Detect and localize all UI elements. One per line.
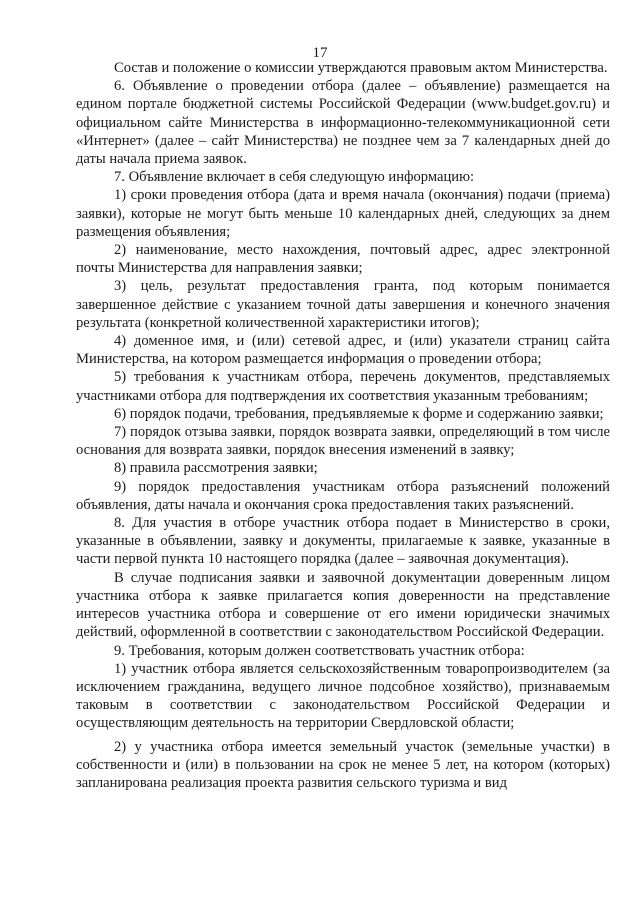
paragraph-item-6: 6. Объявление о проведении отбора (далее – объявление) размещается на едином портале бюджетной системы Российской Федерации (www.budget.gov.ru) и официальном сайте Министерства в информационно-телекоммуникационной сети «Интернет» (далее – сайт Министерства) не позднее чем за 7 календарных дней до даты начала приема заявок. (76, 78, 610, 168)
paragraph-item-8: 8. Для участия в отборе участник отбора подает в Министерство в сроки, указанные в объявлении, заявку и документы, прилагаемые к заявке, указанные в части первой пункта 10 настоящего порядка (далее – заявочная документация). (76, 515, 610, 568)
paragraph-item-7: 7. Объявление включает в себя следующую информацию: (114, 169, 475, 186)
list-item-7-1: 1) сроки проведения отбора (дата и время начала (окончания) подачи (приема) заявки), которые не могут быть меньше 10 календарных дней, следующих за днем размещения объявления; (76, 187, 610, 240)
list-item-7-4: 4) доменное имя, и (или) сетевой адрес, и (или) указатели страниц сайта Министерства, на котором размещается информация о проведении отбора; (76, 333, 610, 368)
list-item-7-2: 2) наименование, место нахождения, почтовый адрес, адрес электронной почты Министерства для направления заявки; (76, 242, 610, 277)
list-item-7-3: 3) цель, результат предоставления гранта, под которым понимается завершенное действие с указанием точной даты завершения и конечного значения результата (конкретной количественной характеристики итогов); (76, 278, 610, 331)
list-item-9-2: 2) у участника отбора имеется земельный участок (земельные участки) в собственности и (или) в пользовании на срок не менее 5 лет, на котором (которых) запланирована реализация проекта развития сельского туризма и вид (76, 738, 610, 791)
paragraph-item-9: 9. Требования, которым должен соответствовать участник отбора: (114, 642, 525, 659)
list-item-7-7: 7) порядок отзыва заявки, порядок возврата заявки, определяющий в том числе основания для возврата заявки, порядок внесения изменений в заявку; (76, 424, 610, 459)
list-item-7-5: 5) требования к участникам отбора, перечень документов, представляемых участниками отбора для подтверждения их соответствия указанным требованиям; (76, 369, 610, 404)
paragraph-commission: Состав и положение о комиссии утверждаются правовым актом Министерства. (114, 60, 608, 76)
list-item-7-6: 6) порядок подачи, требования, предъявляемые к форме и содержанию заявки; (114, 405, 604, 422)
page-number: 17 (312, 45, 328, 61)
list-item-7-8: 8) правила рассмотрения заявки; (114, 460, 318, 477)
list-item-9-1: 1) участник отбора является сельскохозяйственным товаропроизводителем (за исключением гражданина, ведущего личное подсобное хозяйство), признаваемым таковым в соответствии с законодательством Российской Федерации и осуществляющим деятельность на территории Свердловской области; (76, 660, 610, 732)
document-body (76, 59, 610, 792)
paragraph-proxy: В случае подписания заявки и заявочной документации доверенным лицом участника отбора к заявке прилагается копия доверенности на представление интересов участника отбора и совершение от его имени юридически значимых действий, оформленной в соответствии с законодательством Российской Федерации. (76, 569, 610, 641)
list-item-7-9: 9) порядок предоставления участникам отбора разъяснений положений объявления, даты начала и окончания срока предоставления таких разъяснений. (76, 478, 610, 513)
